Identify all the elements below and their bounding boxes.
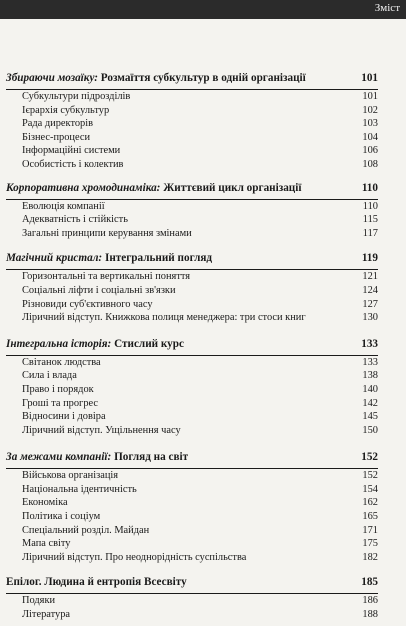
section-title-italic: Магічний кристал:: [6, 252, 103, 265]
item-page-number: 171: [362, 524, 378, 536]
section-heading: [6, 338, 378, 356]
section-title-rest: Розмаїття субкультур в одній організації: [98, 72, 306, 84]
item-page-number: 130: [362, 312, 378, 324]
item-page-number: 165: [362, 511, 378, 523]
toc-section: [0, 182, 406, 242]
item-page-number: 138: [362, 370, 378, 382]
section-page-number: 110: [361, 181, 378, 194]
item-label: Ліричний відступ. Ущільнення часу: [22, 424, 181, 436]
toc-section: [0, 252, 406, 325]
list-item: [22, 201, 378, 215]
list-item: [22, 299, 378, 313]
list-item: [22, 425, 378, 439]
section-heading: [6, 576, 378, 594]
item-label: Відносини і довіра: [22, 411, 106, 423]
item-label: Субкультури підрозділів: [22, 91, 131, 102]
item-page-number: 106: [362, 145, 378, 157]
list-item: [22, 91, 378, 105]
item-label: Подяки: [22, 595, 56, 607]
list-item: [22, 384, 378, 398]
item-page-number: 162: [362, 497, 378, 509]
list-item: [22, 370, 378, 384]
section-title: [6, 576, 187, 588]
item-label: Спеціальний розділ. Майдан: [22, 524, 150, 536]
list-item: [22, 470, 378, 484]
list-item: [22, 271, 378, 285]
item-label: Світанок людства: [22, 356, 101, 368]
item-page-number: 186: [362, 595, 378, 607]
section-title: [6, 72, 306, 84]
section-heading: [6, 252, 378, 270]
toc-section: [0, 451, 406, 565]
section-title-italic: Збираючи мозаїку:: [6, 72, 98, 84]
item-page-number: 127: [362, 298, 378, 310]
item-label: Інформаційні системи: [22, 145, 121, 157]
list-item: [22, 132, 378, 146]
item-label: Право і порядок: [22, 383, 94, 395]
item-page-number: 102: [362, 104, 378, 116]
section-page-number: 101: [361, 72, 378, 84]
item-label: Особистість і колектив: [22, 158, 124, 170]
item-label: Різновиди суб'єктивного часу: [22, 298, 153, 310]
item-label: Ліричний відступ. Про неоднорідність суспільства: [22, 551, 247, 563]
section-page-number: 133: [361, 337, 378, 350]
item-label: Військова організація: [22, 470, 119, 482]
item-label: Політика і соціум: [22, 511, 101, 523]
item-label: Соціальні ліфти і соціальні зв'язки: [22, 284, 176, 296]
list-item: [22, 609, 378, 623]
list-item: [22, 538, 378, 552]
item-page-number: 142: [362, 397, 378, 409]
item-page-number: 154: [362, 483, 378, 495]
item-label: Література: [22, 609, 71, 621]
item-page-number: 104: [362, 131, 378, 143]
item-label: Бізнес-процеси: [22, 131, 91, 143]
item-label: Ієрархія субкультур: [22, 104, 110, 116]
section-title-rest: Погляд на світ: [111, 451, 189, 464]
item-page-number: 124: [362, 284, 378, 296]
item-label: Загальні принципи керування змінами: [22, 227, 192, 239]
section-heading: [6, 72, 378, 90]
list-item: [22, 484, 378, 498]
list-item: [22, 312, 378, 326]
item-page-number: 103: [362, 118, 378, 130]
item-label: Сила і влада: [22, 370, 77, 382]
list-item: [22, 105, 378, 119]
list-item: [22, 214, 378, 228]
section-heading: [6, 451, 378, 469]
item-label: Гроші та прогрес: [22, 397, 98, 409]
list-item: [22, 552, 378, 566]
item-label: Національна ідентичність: [22, 483, 137, 495]
list-item: [22, 118, 378, 132]
table-of-contents: [0, 72, 406, 623]
item-page-number: 182: [362, 551, 378, 563]
section-title: [6, 182, 301, 194]
page-title: Зміст: [374, 2, 400, 14]
toc-section: [0, 72, 406, 173]
section-page-number: 152: [361, 451, 378, 464]
section-title-rest: Інтегральний погляд: [102, 252, 213, 265]
section-title-italic: За межами компанії:: [6, 451, 112, 464]
list-item: [22, 411, 378, 425]
item-page-number: 110: [362, 200, 378, 212]
section-title-rest: Життєвий цикл організації: [160, 181, 302, 194]
item-label: Мапа світу: [22, 538, 71, 550]
item-page-number: 115: [362, 214, 378, 226]
item-label: Горизонтальні та вертикальні поняття: [22, 271, 191, 283]
item-label: Рада директорів: [22, 118, 94, 130]
item-page-number: 117: [362, 227, 378, 239]
section-title: [6, 338, 184, 350]
list-item: [22, 595, 378, 609]
item-page-number: 133: [362, 356, 378, 368]
item-page-number: 145: [362, 411, 378, 423]
list-item: [22, 228, 378, 242]
item-label: Економіка: [22, 497, 68, 509]
list-item: [22, 145, 378, 159]
item-page-number: 175: [362, 538, 378, 550]
list-item: [22, 159, 378, 173]
item-label: Ліричний відступ. Книжкова полиця менеджера: три стоси книг: [22, 312, 306, 324]
item-page-number: 108: [362, 158, 378, 170]
section-page-number: 185: [361, 576, 378, 589]
section-title-rest: Стислий курс: [111, 337, 184, 350]
item-page-number: 101: [362, 91, 378, 102]
item-page-number: 150: [362, 424, 378, 436]
item-label: Адекватність і стійкість: [22, 214, 128, 226]
section-page-number: 119: [361, 252, 378, 265]
item-page-number: 152: [362, 470, 378, 482]
section-title-italic: Інтегральна історія:: [6, 337, 112, 350]
list-item: [22, 357, 378, 371]
toc-section: [0, 576, 406, 622]
section-title: [6, 451, 188, 463]
list-item: [22, 497, 378, 511]
list-item: [22, 525, 378, 539]
section-title: [6, 252, 212, 264]
section-title-rest: Епілог. Людина й ентропія Всесвіту: [6, 576, 187, 589]
section-heading: [6, 182, 378, 200]
section-title-italic: Корпоративна хромодинаміка:: [6, 181, 161, 194]
list-item: [22, 398, 378, 412]
list-item: [22, 511, 378, 525]
item-page-number: 140: [362, 383, 378, 395]
list-item: [22, 285, 378, 299]
toc-section: [0, 338, 406, 439]
item-label: Еволюція компанії: [22, 200, 105, 212]
item-page-number: 121: [362, 271, 378, 283]
header-bar: [0, 0, 406, 19]
item-page-number: 188: [362, 609, 378, 621]
